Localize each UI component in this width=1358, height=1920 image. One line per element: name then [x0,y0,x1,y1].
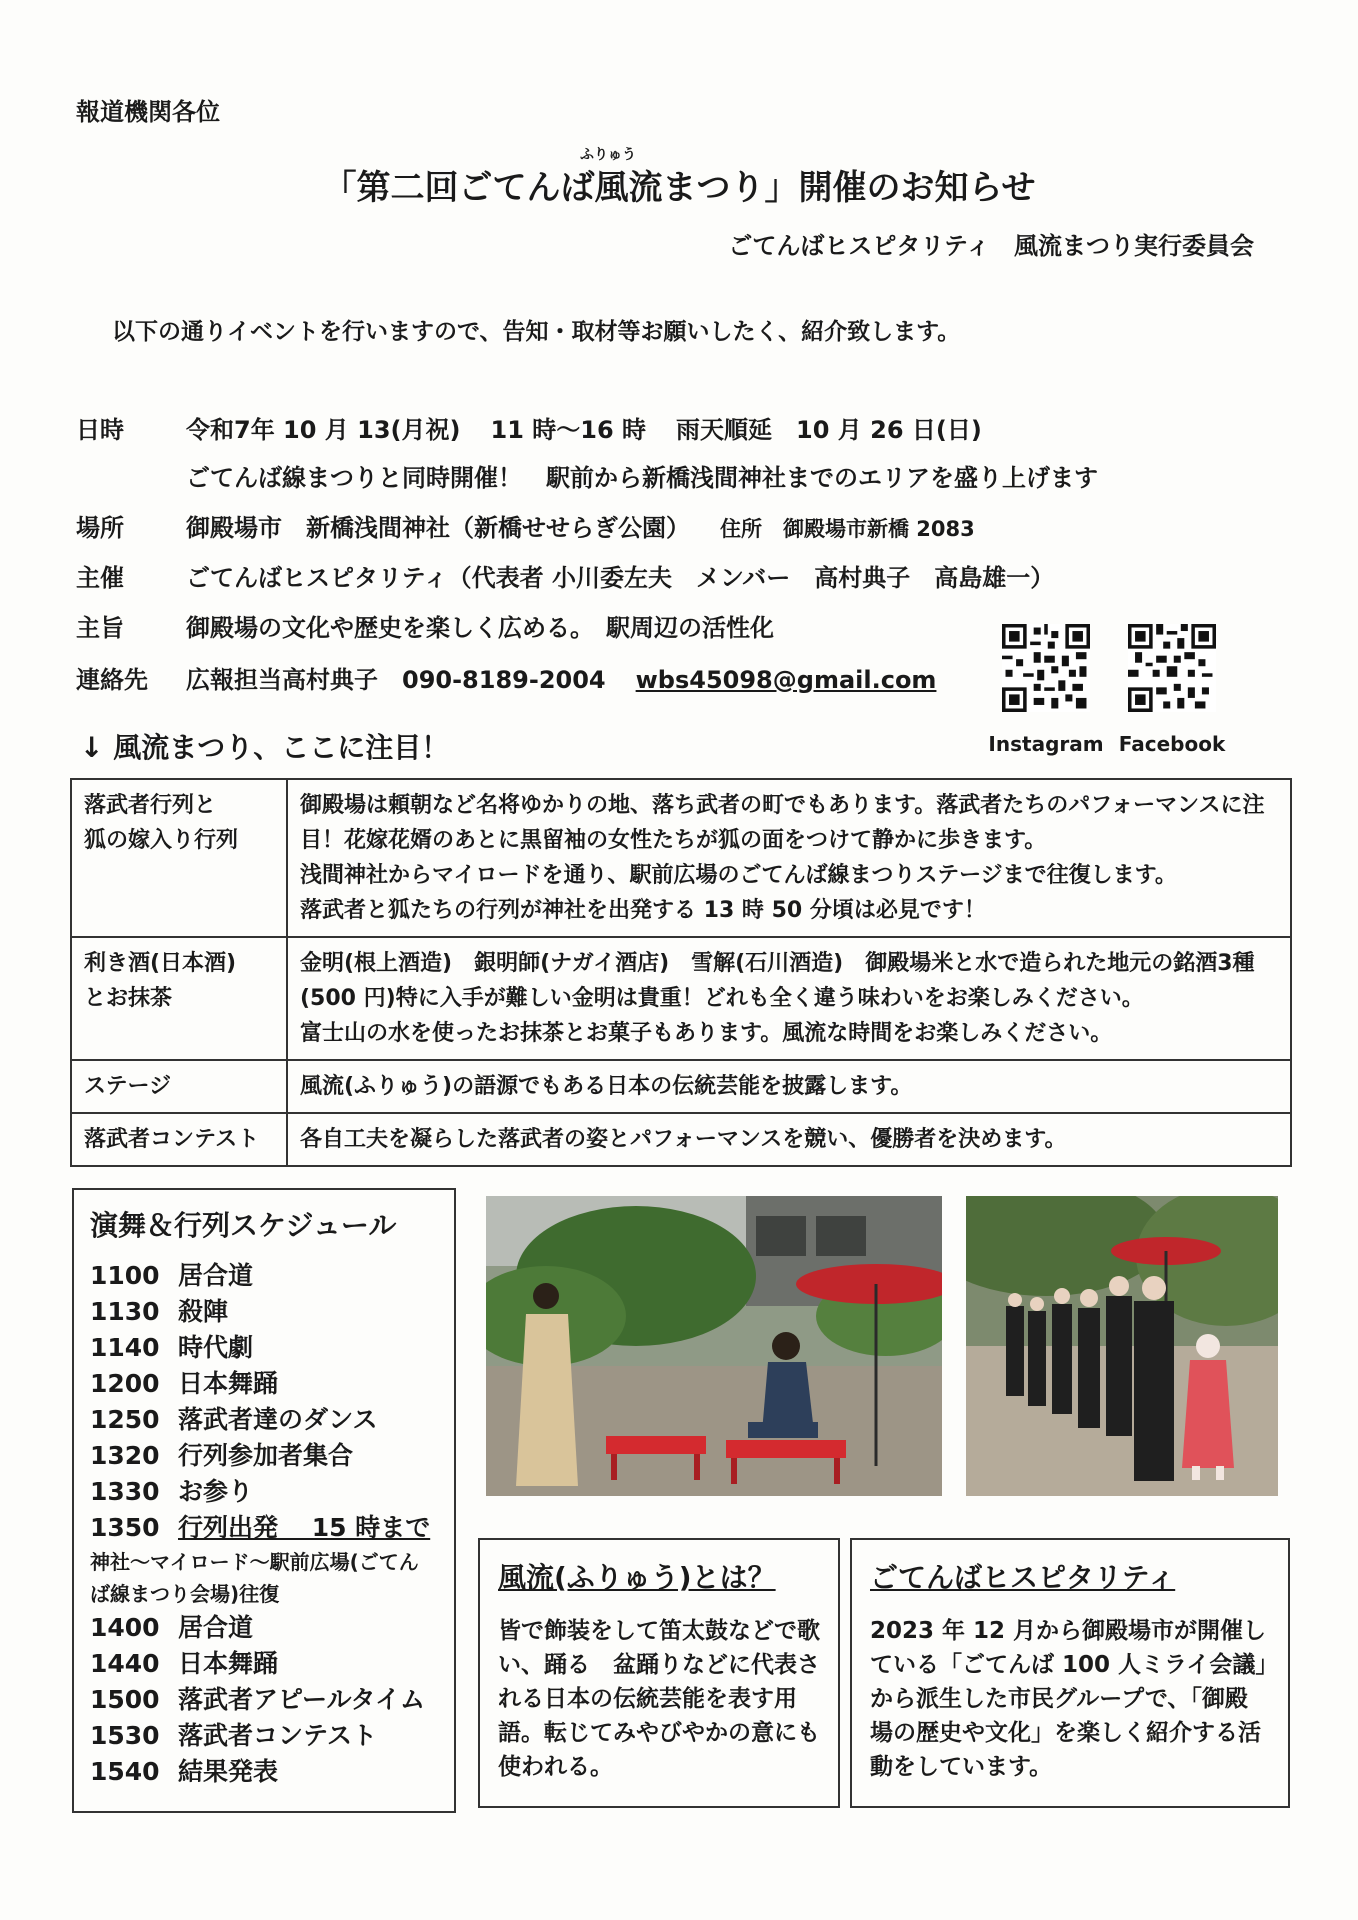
schedule-item [90,1646,438,1682]
host-value: ごてんばヒスピタリティ（代表者 小川委左夫 メンバー 高村典子 高島雄一） [186,564,1055,592]
info-purpose-row [76,608,774,643]
contact-label: 連絡先 [76,666,148,694]
schedule-item [90,1330,438,1366]
organization-box [850,1538,1290,1808]
photo-parade [966,1196,1278,1496]
definition-title: 風流(ふりゅう)とは？ [498,1561,776,1594]
schedule-time: 1330 [90,1477,160,1506]
schedule-item [90,1402,438,1438]
intro-text: 以下の通りイベントを行いますので、告知・取材等お願いしたく、紹介致します。 [112,319,961,345]
facebook-qr-icon[interactable] [1128,624,1216,716]
place-value: 御殿場市 新橋浅間神社（新橋せせらぎ公園） [186,514,690,542]
schedule-time: 1540 [90,1757,160,1786]
schedule-event: 行列出発 15 時まで [178,1513,431,1542]
organization-text: 2023 年 12 月から御殿場市が開催している「ごてんば 100 人ミライ会議」から派生した市民グループで、「御殿場の歴史や文化」を楽しく紹介する活動をしています。 [870,1618,1267,1780]
info-place-row [76,508,975,543]
info-date-row [76,410,982,445]
tea-ceremony-image [486,1196,942,1496]
row-text: 各自工夫を凝らした落武者の姿とパフォーマンスを競い、優勝者を決めます。 [287,1113,1291,1166]
row-category: 落武者行列と 狐の嫁入り行列 [71,779,287,937]
purpose-label: 主旨 [76,614,124,642]
schedule-item [90,1366,438,1402]
schedule-event: 行列参加者集合 [178,1441,354,1470]
schedule-item [90,1718,438,1754]
date-value: 令和7年 10 月 13(月祝) [186,416,461,444]
row-text: 御殿場は頼朝など名将ゆかりの地、落ち武者の町でもあります。落武者たちのパフォーマンスに注目！花嫁花婿のあとに黒留袖の女性たちが狐の面をつけて静かに歩きます。 浅間神社からマイロードを通り、駅前広場のごてんば線まつりステージまで往復します。 落武者と狐たちの行列が神社を出発する 13 時 50 分頃は必見です！ [287,779,1291,937]
schedule-event: 落武者コンテスト [178,1721,378,1750]
schedule-time: 1400 [90,1613,160,1642]
rain-date: 雨天順延 10 月 26 日(日) [676,416,982,444]
host-label: 主催 [76,564,124,592]
schedule-time: 1500 [90,1685,160,1714]
row-text: 風流(ふりゅう)の語源でもある日本の伝統芸能を披露します。 [287,1060,1291,1113]
table-row [71,937,1291,1060]
time-value: 11 時～16 時 [490,416,647,444]
definition-box [478,1538,840,1808]
parade-image [966,1196,1278,1496]
focus-heading: ↓ 風流まつり、ここに注目！ [80,731,450,764]
instagram-label: Instagram [988,732,1104,756]
purpose-value: 御殿場の文化や歴史を楽しく広める。 駅周辺の活性化 [186,614,774,642]
info-contact-row [76,660,936,695]
schedule-event: 結果発表 [178,1757,279,1786]
schedule-item [90,1438,438,1474]
schedule-item [90,1474,438,1510]
recipients: 報道機関各位 [76,98,220,126]
definition-text: 皆で飾装をして笛太鼓などで歌い、踊る 盆踊りなどに代表される日本の伝統芸能を表す用語。転じてみやびやかの意にも使われる。 [498,1618,820,1780]
row-category: 利き酒(日本酒) とお抹茶 [71,937,287,1060]
organizer-name: ごてんばヒスピタリティ 風流まつり実行委員会 [728,232,1254,260]
schedule-item [90,1258,438,1294]
facebook-label: Facebook [1118,732,1226,756]
schedule-time: 1130 [90,1297,160,1326]
schedule-box [72,1188,456,1813]
schedule-time: 1440 [90,1649,160,1678]
schedule-item [90,1682,438,1718]
title-ruby: ふりゅう [580,147,636,163]
table-row [71,1113,1291,1166]
qr-code-icon [1002,624,1090,712]
email-link[interactable]: wbs45098@gmail.com [635,666,937,694]
schedule-event: 落武者アピールタイム [178,1685,426,1714]
place-label: 場所 [76,514,124,542]
page-title: 「第二回ごてんば風流まつり」開催のお知らせ [322,168,1036,208]
row-category: 落武者コンテスト [71,1113,287,1166]
qr-code-icon [1128,624,1216,712]
schedule-title: 演舞＆行列スケジュール [90,1209,397,1242]
schedule-time: 1140 [90,1333,160,1362]
schedule-item [90,1610,438,1646]
row-category: ステージ [71,1060,287,1113]
schedule-event: お参り [178,1477,254,1506]
photo-tea-ceremony [486,1196,942,1496]
schedule-event: 居合道 [178,1613,254,1642]
info-host-row [76,558,1054,593]
schedule-item [90,1510,438,1546]
schedule-time: 1530 [90,1721,160,1750]
date-note: ごてんば線まつりと同時開催！ 駅前から新橋浅間神社までのエリアを盛り上げます [186,464,1098,492]
table-row [71,779,1291,937]
schedule-event: 落武者達のダンス [178,1405,378,1434]
schedule-event: 日本舞踊 [178,1369,279,1398]
instagram-qr-icon[interactable] [1002,624,1090,716]
focus-table [70,778,1292,1167]
schedule-time: 1320 [90,1441,160,1470]
contact-value: 広報担当高村典子 090-8189-2004 [186,666,606,694]
schedule-time: 1350 [90,1513,160,1542]
schedule-item [90,1754,438,1790]
schedule-event: 日本舞踊 [178,1649,279,1678]
schedule-time: 1200 [90,1369,160,1398]
parade-route: 神社～マイロード～駅前広場(ごてんば線まつり会場)往復 [90,1550,419,1606]
schedule-event: 居合道 [178,1261,254,1290]
schedule-time: 1100 [90,1261,160,1290]
date-label: 日時 [76,416,124,444]
table-row [71,1060,1291,1113]
schedule-item [90,1294,438,1330]
organization-title: ごてんばヒスピタリティ [870,1561,1176,1594]
schedule-time: 1250 [90,1405,160,1434]
schedule-event: 殺陣 [178,1297,229,1326]
schedule-event: 時代劇 [178,1333,254,1362]
row-text: 金明(根上酒造) 銀明師(ナガイ酒店) 雪解(石川酒造) 御殿場米と水で造られた地元の銘酒3種(500 円)特に入手が難しい金明は貴重！どれも全く違う味わいをお楽しみください。 富士山の水を使ったお抹茶とお菓子もあります。風流な時間をお楽しみください。 [287,937,1291,1060]
address: 住所 御殿場市新橋 2083 [720,517,975,541]
